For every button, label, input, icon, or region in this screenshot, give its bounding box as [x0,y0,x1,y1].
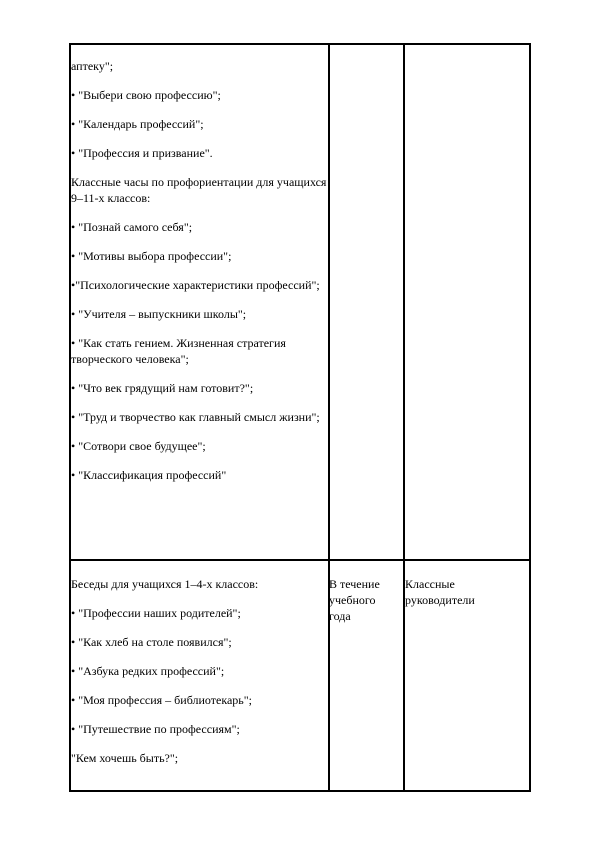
row2-item: • "Как хлеб на столе появился"; [71,635,232,649]
row1-item: •"Психологические характеристики профессий"; [71,278,320,292]
table-border-bottom [69,790,531,792]
table-border-top [69,43,531,45]
row2-timing-cell: В течение учебного года [329,577,380,623]
table-border-row [69,559,531,561]
row1-item: • "Познай самого себя"; [71,220,193,234]
row1-item: • "Выбери свою профессию"; [71,88,221,102]
row2-item: • "Моя профессия – библиотекарь"; [71,693,253,707]
row2-item: • "Профессии наших родителей"; [71,606,241,620]
row1-item: • "Мотивы выбора профессии"; [71,249,232,263]
row1-item: • "Учителя – выпускники школы"; [71,307,247,321]
row2-responsible-cell: Классные руководители [405,577,475,607]
row1-item: • "Профессия и призвание". [71,146,213,160]
row2-item: • "Путешествие по профессиям"; [71,722,240,736]
row1-item: • "Труд и творчество как главный смысл жизни"; [71,410,320,424]
row1-item: аптеку"; [71,59,114,73]
table-border-col2 [403,43,405,792]
row2-heading: Беседы для учащихся 1–4-х классов: [71,577,259,591]
row1-item: • "Календарь профессий"; [71,117,204,131]
row2-item: • "Азбука редких профессий"; [71,664,225,678]
row1-heading: Классные часы по профориентации для учащихся 9–11-х классов: [71,175,327,205]
row1-item: • "Сотвори свое будущее"; [71,439,206,453]
row2-activities-cell [71,576,329,766]
table-border-right [529,43,531,792]
row2-item: "Кем хочешь быть?"; [71,751,179,765]
row1-item: • "Классификация профессий" [71,468,227,482]
row1-item: • "Что век грядущий нам готовит?"; [71,381,254,395]
row1-activities-cell [71,58,329,483]
row1-item: • "Как стать гением. Жизненная стратегия творческого человека"; [71,336,286,366]
document-table [69,43,531,792]
